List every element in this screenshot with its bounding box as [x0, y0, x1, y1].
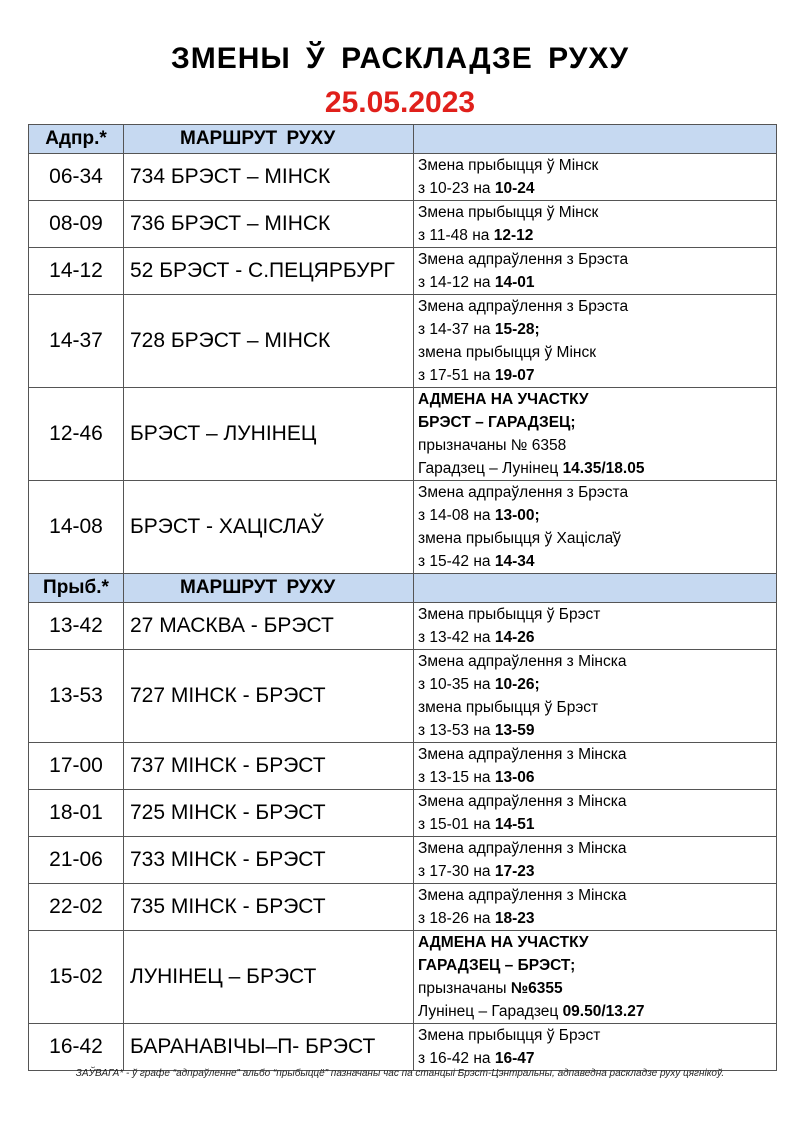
train-time: 12-46	[29, 388, 124, 481]
column-header-note	[414, 125, 777, 154]
note-line	[418, 884, 772, 907]
note-bold-text: 19-07	[494, 367, 535, 384]
note-text: змена прыбыцця ў Хацісла҆ў	[418, 530, 621, 547]
note-bold-text: 14-01	[494, 274, 535, 291]
note-bold-text: 10-26;	[494, 676, 540, 693]
train-route: 733 МІНСК - БРЭСТ	[124, 837, 414, 884]
note-text: з 14-08 на	[418, 507, 495, 524]
note-bold-text: 14-26	[494, 629, 535, 646]
departures-header-row	[29, 125, 777, 154]
note-bold-text: БРЭСТ – ГАРАДЗЕЦ;	[418, 414, 576, 431]
note-line	[418, 696, 772, 719]
note-line	[418, 481, 772, 504]
change-note	[414, 650, 777, 743]
train-route: 728 БРЭСТ – МІНСК	[124, 295, 414, 388]
page-title: ЗМЕНЫ Ў РАСКЛАДЗЕ РУХУ	[170, 42, 630, 75]
change-note	[414, 481, 777, 574]
note-line	[418, 837, 772, 860]
column-header-route: МАРШРУТ РУХУ	[124, 574, 414, 603]
train-route: 736 БРЭСТ – МІНСК	[124, 201, 414, 248]
train-route: БРЭСТ – ЛУНІНЕЦ	[124, 388, 414, 481]
train-time: 14-37	[29, 295, 124, 388]
change-note	[414, 931, 777, 1024]
column-header-note	[414, 574, 777, 603]
note-line	[418, 1024, 772, 1047]
table-row	[29, 650, 777, 743]
arrivals-header-row	[29, 574, 777, 603]
note-text: Змена прыбыцця ў Брэст	[418, 1027, 601, 1044]
note-line	[418, 1047, 772, 1070]
train-route: 27 МАСКВА - БРЭСТ	[124, 603, 414, 650]
note-text: з 11-48 на	[418, 227, 494, 244]
note-text: з 14-12 на	[418, 274, 495, 291]
note-text: змена прыбыцця ў Мінск	[418, 344, 597, 361]
train-route: 725 МІНСК - БРЭСТ	[124, 790, 414, 837]
note-line	[418, 550, 772, 573]
table-row	[29, 931, 777, 1024]
change-note	[414, 154, 777, 201]
note-line	[418, 504, 772, 527]
note-text: Гарадзец – Лунінец	[418, 460, 563, 477]
note-bold-text: 13-00;	[494, 507, 540, 524]
train-route: 734 БРЭСТ – МІНСК	[124, 154, 414, 201]
note-text: з 10-23 на	[418, 180, 495, 197]
note-line	[418, 271, 772, 294]
train-route: БРЭСТ - ХАЦІСЛАЎ	[124, 481, 414, 574]
column-header-route: МАРШРУТ РУХУ	[124, 125, 414, 154]
note-text: Лунінец – Гарадзец	[418, 1003, 563, 1020]
note-line	[418, 457, 772, 480]
table-row	[29, 201, 777, 248]
table-row	[29, 1024, 777, 1071]
note-line	[418, 248, 772, 271]
train-route: 737 МІНСК - БРЭСТ	[124, 743, 414, 790]
note-line	[418, 673, 772, 696]
note-bold-text: 15-28;	[494, 321, 540, 338]
train-time: 08-09	[29, 201, 124, 248]
note-bold-text: 09.50/13.27	[562, 1003, 645, 1020]
note-line	[418, 318, 772, 341]
note-line	[418, 295, 772, 318]
note-text: Змена адпраўлення з Мінска	[418, 793, 627, 810]
note-bold-text: 10-24	[494, 180, 535, 197]
train-time: 16-42	[29, 1024, 124, 1071]
note-text: Змена адпраўлення з Мінска	[418, 746, 627, 763]
note-text: з 16-42 на	[418, 1050, 495, 1067]
note-text: з 15-42 на	[418, 553, 495, 570]
note-bold-text: 14-51	[494, 816, 535, 833]
note-bold-text: АДМЕНА НА УЧАСТКУ	[418, 934, 589, 951]
note-line	[418, 201, 772, 224]
note-line	[418, 977, 772, 1000]
change-note	[414, 743, 777, 790]
note-line	[418, 341, 772, 364]
train-time: 15-02	[29, 931, 124, 1024]
train-time: 14-12	[29, 248, 124, 295]
note-text: Змена адпраўлення з Брэста	[418, 251, 629, 268]
note-line	[418, 954, 772, 977]
note-text: змена прыбыцця ў Брэст	[418, 699, 599, 716]
note-line	[418, 388, 772, 411]
change-note	[414, 837, 777, 884]
note-bold-text: 16-47	[494, 1050, 535, 1067]
train-route: 52 БРЭСТ - С.ПЕЦЯРБУРГ	[124, 248, 414, 295]
page-date: 25.05.2023	[324, 86, 476, 119]
note-bold-text: 18-23	[494, 910, 535, 927]
table-row	[29, 295, 777, 388]
note-text: з 13-42 на	[418, 629, 495, 646]
table-row	[29, 743, 777, 790]
note-text: з 10-35 на	[418, 676, 495, 693]
note-line	[418, 813, 772, 836]
note-bold-text: 13-06	[494, 769, 535, 786]
train-time: 22-02	[29, 884, 124, 931]
note-text: Змена прыбыцця ў Брэст	[418, 606, 601, 623]
note-text: з 13-15 на	[418, 769, 495, 786]
note-text: з 17-51 на	[418, 367, 495, 384]
note-text: Змена адпраўлення з Мінска	[418, 840, 627, 857]
note-line	[418, 719, 772, 742]
note-text: Змена адпраўлення з Мінска	[418, 887, 627, 904]
train-route: 727 МІНСК - БРЭСТ	[124, 650, 414, 743]
note-line	[418, 650, 772, 673]
change-note	[414, 248, 777, 295]
note-line	[418, 766, 772, 789]
note-line	[418, 860, 772, 883]
note-text: Змена прыбыцця ў Мінск	[418, 204, 599, 221]
note-text: з 13-53 на	[418, 722, 495, 739]
note-text: Змена адпраўлення з Брэста	[418, 484, 629, 501]
note-line	[418, 907, 772, 930]
table-row	[29, 481, 777, 574]
schedule-table	[28, 124, 777, 1071]
train-time: 21-06	[29, 837, 124, 884]
note-text: з 15-01 на	[418, 816, 495, 833]
change-note	[414, 295, 777, 388]
note-line	[418, 626, 772, 649]
note-text: з 14-37 на	[418, 321, 495, 338]
train-time: 13-53	[29, 650, 124, 743]
note-bold-text: АДМЕНА НА УЧАСТКУ	[418, 391, 589, 408]
table-row	[29, 603, 777, 650]
note-text: Змена адпраўлення з Мінска	[418, 653, 627, 670]
note-text: прызначаны	[418, 980, 511, 997]
note-line	[418, 177, 772, 200]
note-bold-text: 17-23	[494, 863, 535, 880]
change-note	[414, 884, 777, 931]
train-route: БАРАНАВІЧЫ–П- БРЭСТ	[124, 1024, 414, 1071]
note-line	[418, 154, 772, 177]
change-note	[414, 1024, 777, 1071]
train-time: 06-34	[29, 154, 124, 201]
change-note	[414, 790, 777, 837]
train-route: ЛУНІНЕЦ – БРЭСТ	[124, 931, 414, 1024]
column-header-time: Адпр.*	[29, 125, 124, 154]
note-bold-text: 14.35/18.05	[562, 460, 645, 477]
column-header-time: Прыб.*	[29, 574, 124, 603]
table-row	[29, 154, 777, 201]
change-note	[414, 603, 777, 650]
note-bold-text: 14-34	[494, 553, 535, 570]
note-bold-text: ГАРАДЗЕЦ – БРЭСТ;	[418, 957, 576, 974]
train-time: 17-00	[29, 743, 124, 790]
note-text: прызначаны № 6358	[418, 437, 567, 454]
note-bold-text: 13-59	[494, 722, 535, 739]
note-line	[418, 1000, 772, 1023]
note-bold-text: 12-12	[493, 227, 534, 244]
note-line	[418, 743, 772, 766]
note-line	[418, 790, 772, 813]
note-text: Змена прыбыцця ў Мінск	[418, 157, 599, 174]
note-line	[418, 434, 772, 457]
note-line	[418, 603, 772, 626]
table-row	[29, 790, 777, 837]
train-time: 13-42	[29, 603, 124, 650]
note-bold-text: №6355	[510, 980, 563, 997]
note-line	[418, 364, 772, 387]
table-row	[29, 884, 777, 931]
table-row	[29, 837, 777, 884]
change-note	[414, 388, 777, 481]
train-time: 14-08	[29, 481, 124, 574]
table-row	[29, 388, 777, 481]
train-time: 18-01	[29, 790, 124, 837]
note-text: Змена адпраўлення з Брэста	[418, 298, 629, 315]
note-text: з 17-30 на	[418, 863, 495, 880]
note-line	[418, 527, 772, 550]
train-route: 735 МІНСК - БРЭСТ	[124, 884, 414, 931]
note-text: з 18-26 на	[418, 910, 495, 927]
table-row	[29, 248, 777, 295]
change-note	[414, 201, 777, 248]
note-line	[418, 411, 772, 434]
note-line	[418, 224, 772, 247]
footnote: ЗАЎВАГА* - ў графе “адпраўленне” альбо “прыбыццё” пазначаны час па станцыі Брэст-Цэнтральны, адпаведна раскладзе руху цягнікоў.	[75, 1068, 725, 1079]
note-line	[418, 931, 772, 954]
